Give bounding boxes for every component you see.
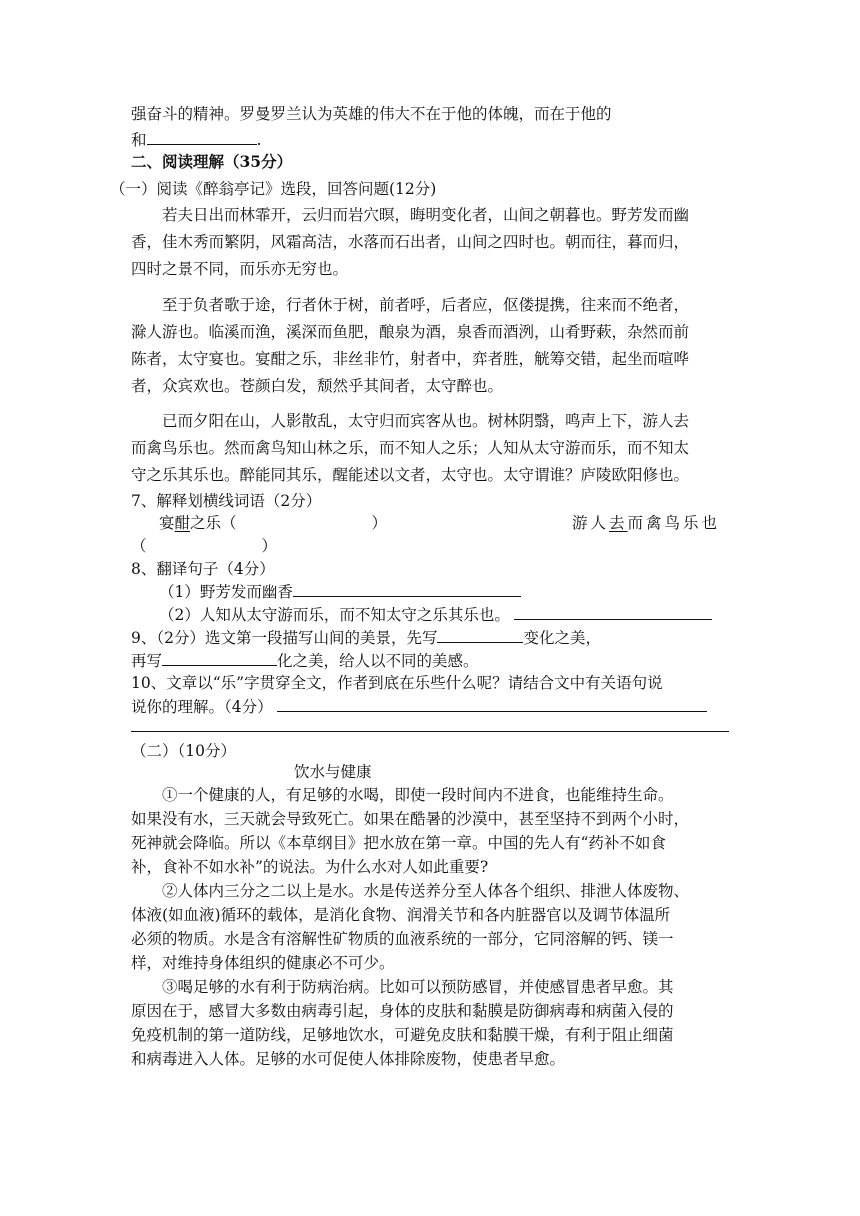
p3-line-2: 而禽鸟乐也。然而禽鸟知山林之乐，而不知人之乐；人知从太守游而乐，而不知太 bbox=[131, 439, 690, 457]
part1-heading: （一）阅读《醉翁亭记》选段，回答问题(12分) bbox=[110, 180, 437, 198]
q7-b-pre: 游人 bbox=[572, 514, 610, 532]
carry-line-2 bbox=[131, 128, 261, 151]
q10-l2-text: 说你的理解。（4分） bbox=[131, 698, 273, 716]
q10-l1-text: 10、文章以“乐”字贯穿全文，作者到底在乐些什么呢？请结合文中有关语句说 bbox=[131, 674, 663, 692]
q8-s1-answer-line[interactable] bbox=[293, 580, 521, 597]
q7-b-post: 而禽鸟乐也 bbox=[627, 514, 721, 532]
q9-l1-b: 变化之美， bbox=[523, 629, 601, 647]
q7-b-bracket bbox=[131, 535, 277, 557]
carry-suffix: . bbox=[256, 131, 262, 149]
p2-1-line-2: 如果没有水，三天就会导致死亡。如果在酷暑的沙漠中，甚至坚持不到两个小时， bbox=[131, 810, 690, 828]
q7-b-close: ） bbox=[261, 537, 278, 555]
answer-blank[interactable] bbox=[147, 128, 257, 145]
q9-line-2 bbox=[131, 649, 479, 672]
part2-title: 饮水与健康 bbox=[294, 763, 372, 781]
q7-item-b bbox=[572, 512, 720, 534]
carry-prefix: 和 bbox=[131, 131, 147, 149]
carry-line-1-text: 强奋斗的精神。罗曼罗兰认为英雄的伟大不在于他的体魄，而在于他的 bbox=[131, 105, 612, 123]
q9-l1-a: 9、（2分）选文第一段描写山间的美景，先写 bbox=[131, 629, 438, 647]
p2-3-line-3: 免疫机制的第一道防线，足够地饮水，可避免皮肤和黏膜干燥，有利于阻止细菌 bbox=[131, 1026, 674, 1044]
p2-line-1: 至于负者歌于途，行者休于树，前者呼，后者应，伛偻提携，往来而不绝者， bbox=[162, 296, 690, 314]
q7-item-a bbox=[159, 512, 387, 534]
q8-sentence-2 bbox=[159, 603, 712, 626]
p2-3-line-1: ③喝足够的水有利于防病治病。比如可以预防感冒，并使感冒患者早愈。其 bbox=[162, 978, 674, 996]
p2-1-line-1: ①一个健康的人，有足够的水喝，即使一段时间内不进食，也能维持生命。 bbox=[162, 786, 674, 804]
part2-heading: （二）（10分） bbox=[131, 742, 236, 760]
p2-line-3: 陈者，太守宴也。宴酣之乐，非丝非竹，射者中，弈者胜，觥筹交错，起坐而喧哗 bbox=[131, 350, 690, 368]
q7-a-post: 之乐（ bbox=[190, 514, 237, 532]
p1-line-1: 若夫日出而林霏开，云归而岩穴暝，晦明变化者，山间之朝暮也。野芳发而幽 bbox=[162, 206, 690, 224]
q8-s1-text: （1）野芳发而幽香 bbox=[159, 583, 293, 601]
section-heading: 二、阅读理解（35分） bbox=[131, 152, 293, 171]
p2-2-line-4: 样，对维持身体组织的健康必不可少。 bbox=[131, 954, 395, 972]
p1-line-3: 四时之景不同，而乐亦无穷也。 bbox=[131, 260, 349, 278]
p2-line-4: 者，众宾欢也。苍颜白发，颓然乎其间者，太守醉也。 bbox=[131, 377, 504, 395]
q7-a-underlined: 酣 bbox=[174, 514, 191, 532]
q10-line-2 bbox=[131, 695, 707, 718]
p2-line-2: 滁人游也。临溪而渔，溪深而鱼肥，酿泉为酒，泉香而酒洌，山肴野蔌，杂然而前 bbox=[131, 323, 690, 341]
p1-line-2: 香，佳木秀而繁阴，风霜高洁，水落而石出者，山间之四时也。朝而往，暮而归， bbox=[131, 233, 690, 251]
q8-sentence-1 bbox=[159, 580, 521, 603]
q9-l2-b: 化之美，给人以不同的美感。 bbox=[277, 652, 479, 670]
q7-a-pre: 宴 bbox=[159, 514, 175, 532]
q9-blank-2[interactable] bbox=[162, 649, 277, 666]
p2-1-line-3: 死神就会降临。所以《本草纲目》把水放在第一章。中国的先人有“药补不如食 bbox=[131, 834, 666, 852]
q9-line-1 bbox=[131, 626, 601, 649]
q7-title: 7、解释划横线词语（2分） bbox=[131, 492, 322, 510]
q9-l2-a: 再写 bbox=[131, 652, 163, 670]
q8-title: 8、翻译句子（4分） bbox=[131, 560, 275, 578]
q10-answer-line-2[interactable] bbox=[131, 731, 729, 732]
q8-s2-answer-line[interactable] bbox=[514, 603, 712, 620]
q10-line-1 bbox=[131, 672, 729, 694]
carry-line-1 bbox=[131, 103, 729, 125]
p2-3-line-4: 和病毒进入人体。足够的水可促使人体排除废物，使患者早愈。 bbox=[131, 1050, 566, 1068]
q7-b-underlined: 去 bbox=[609, 514, 628, 532]
p2-1-line-4: 补，食补不如水补”的说法。为什么水对人如此重要? bbox=[131, 858, 489, 876]
p3-line-3: 守之乐其乐也。醉能同其乐，醒能述以文者，太守也。太守谓谁？庐陵欧阳修也。 bbox=[131, 466, 690, 484]
q8-s2-text: （2）人知从太守游而乐，而不知太守之乐其乐也。 bbox=[159, 606, 510, 624]
p2-3-line-2: 原因在于，感冒大多数由病毒引起，身体的皮肤和黏膜是防御病毒和病菌入侵的 bbox=[131, 1002, 674, 1020]
p2-2-line-1: ②人体内三分之二以上是水。水是传送养分至人体各个组织、排泄人体废物、 bbox=[162, 882, 690, 900]
q7-a-close: ） bbox=[371, 514, 388, 532]
p3-line-1: 已而夕阳在山，人影散乱，太守归而宾客从也。树林阴翳，鸣声上下，游人去 bbox=[162, 412, 690, 430]
q10-answer-line-1[interactable] bbox=[277, 695, 707, 712]
q9-blank-1[interactable] bbox=[437, 626, 523, 643]
p2-2-line-3: 必须的物质。水是含有溶解性矿物质的血液系统的一部分，它同溶解的钙、镁一 bbox=[131, 930, 674, 948]
q7-b-open: （ bbox=[131, 537, 147, 555]
p2-2-line-2: 体液(如血液)循环的载体，是消化食物、润滑关节和各内脏器官以及调节体温所 bbox=[131, 906, 671, 924]
